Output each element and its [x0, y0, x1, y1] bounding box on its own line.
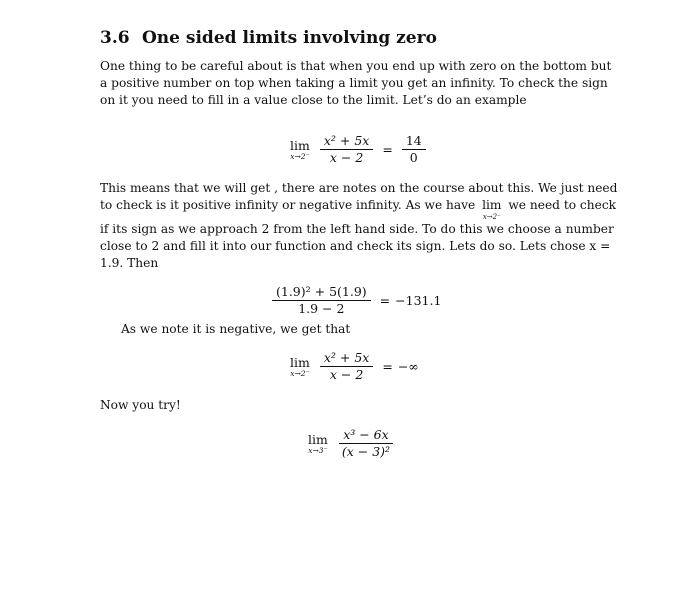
note-text	[121, 321, 601, 338]
text-line: This means that we will get , there are notes on the course about this. We just need	[100, 181, 618, 195]
text-line: 1.9. Then	[100, 256, 159, 270]
text-line: a positive number on top when taking a limit you get an infinity. To check the sign	[100, 76, 608, 90]
section-title: One sided limits involving zero	[142, 28, 437, 48]
lim-subscript: x→3⁻	[308, 445, 328, 455]
text-line: if its sign as we approach 2 from the left hand side. To do this we choose a number	[100, 222, 614, 236]
lim-word: lim	[290, 137, 310, 153]
text-line: close to 2 and fill it into our function and check its sign. Lets do so. Lets chose x =	[100, 239, 611, 253]
numerator: x² + 5x	[320, 350, 373, 367]
equals-sign: =	[379, 293, 391, 308]
denominator: (x − 3)²	[341, 444, 391, 459]
denominator: 1.9 − 2	[298, 301, 345, 316]
text-line: Now you try!	[100, 398, 181, 412]
section-heading	[100, 28, 437, 48]
text-span: we need to check	[508, 198, 617, 212]
numerator: 14	[402, 133, 426, 150]
text-line: As we note it is negative, we get that	[121, 322, 351, 336]
fraction	[338, 427, 394, 460]
numerator: (1.9)² + 5(1.9)	[272, 284, 371, 301]
denominator: x − 2	[329, 150, 364, 165]
fraction	[272, 284, 371, 317]
equation-exercise	[308, 427, 398, 460]
lim-word: lim	[308, 431, 328, 447]
lim-word: lim	[482, 198, 502, 212]
equals-sign: =	[382, 359, 393, 374]
numerator: x² + 5x	[320, 133, 373, 150]
text-line: One thing to be careful about is that when you end up with zero on the bottom but	[100, 59, 612, 73]
limit-operator	[308, 433, 328, 455]
lim-subscript: x→2⁻	[290, 368, 310, 378]
lim-subscript: x→2⁻	[482, 213, 501, 221]
section-number: 3.6	[100, 28, 130, 48]
text-line: on it you need to fill in a value close to the limit. Let’s do an example	[100, 93, 527, 107]
limit-operator	[290, 139, 310, 161]
explanation-paragraph	[100, 180, 618, 272]
denominator: 0	[409, 150, 418, 165]
equation-limit-example	[290, 133, 430, 166]
text-span: to check is it positive infinity or negative infinity. As we have	[100, 198, 476, 212]
equation-limit-result	[290, 350, 419, 383]
lim-subscript: x→2⁻	[290, 151, 310, 161]
inline-limit	[482, 197, 501, 221]
text-line	[100, 197, 617, 221]
result-fraction	[402, 133, 426, 166]
result-value: −131.1	[395, 293, 442, 308]
equation-substitution	[268, 284, 441, 317]
exercise-prompt	[100, 397, 600, 414]
limit-operator	[290, 356, 310, 378]
equals-sign: =	[382, 142, 393, 157]
denominator: x − 2	[329, 367, 364, 382]
fraction	[320, 350, 373, 383]
result-value: −∞	[397, 359, 419, 374]
lim-word: lim	[290, 354, 310, 370]
intro-paragraph	[100, 58, 612, 109]
numerator: x³ − 6x	[339, 427, 392, 444]
fraction	[320, 133, 373, 166]
